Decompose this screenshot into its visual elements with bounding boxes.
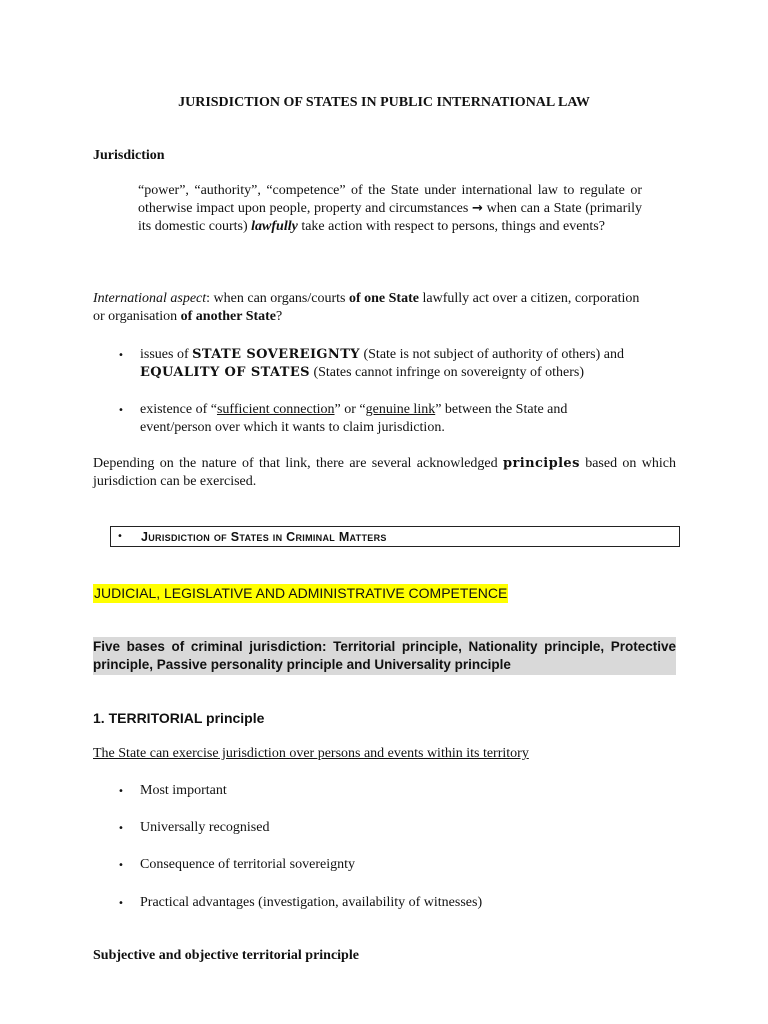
list-item: existence of “sufficient connection” or “genuine link” between the State and event/person over which it wants to claim jurisdiction. [140,402,568,435]
definition-text-1: “power”, “authority”, “competence” of the State under international law to regulate or otherwise impact upon people, property and circumstances [138,183,642,216]
bullet-icon: • [118,786,124,797]
jurisdiction-heading: Jurisdiction [93,148,165,163]
list-item: Universally recognised [140,820,270,835]
definition-text-2: when can a State (primarily its domestic courts) [138,201,643,234]
bullet-icon: • [118,898,124,909]
territorial-statement: The State can exercise jurisdiction over persons and events within its territory [93,746,529,761]
competence-heading: JUDICIAL, LEGISLATIVE AND ADMINISTRATIVE COMPETENCE [94,585,508,601]
list-item: Consequence of territorial sovereignty [140,857,355,872]
jurisdiction-definition [138,182,642,236]
list-item: Practical advantages (investigation, availability of witnesses) [140,895,483,910]
bullet-icon: • [118,860,124,871]
criminal-matters-heading: Jurisdiction of States in Criminal Matters [141,530,387,544]
bullet-icon: • [118,823,124,834]
right-arrow-icon: → [472,201,483,216]
list-item: issues of STATE SOVEREIGNTY (State is not subject of authority of others) and EQUALITY OF STATES (States cannot infringe on sovereignty of others) [140,347,624,380]
subjective-objective-heading: Subjective and objective territorial principle [93,948,359,963]
international-aspect-label: International aspect [93,291,207,306]
definition-text-3: take action with respect to persons, things and events? [297,219,605,234]
principles-paragraph: Depending on the nature of that link, there are several acknowledged principles based on which jurisdiction can be exercised. [93,456,677,489]
definition-emphasis: lawfully [251,219,298,234]
bullet-icon: • [118,405,124,416]
criminal-matters-box [110,526,680,547]
international-aspect-paragraph: International aspect: when can organs/courts of one State lawfully act over a citizen, corporation or organisation of another State? [93,291,640,324]
list-item: Most important [140,783,227,798]
bullet-icon: • [118,350,124,361]
five-bases-heading: Five bases of criminal jurisdiction: Territorial principle, Nationality principle, Protective principle, Passive personality principle and Universality principle [93,637,676,675]
bullet-icon: • [117,531,123,542]
territorial-heading: 1. TERRITORIAL principle [93,710,265,726]
document-title: JURISDICTION OF STATES IN PUBLIC INTERNATIONAL LAW [178,95,590,110]
